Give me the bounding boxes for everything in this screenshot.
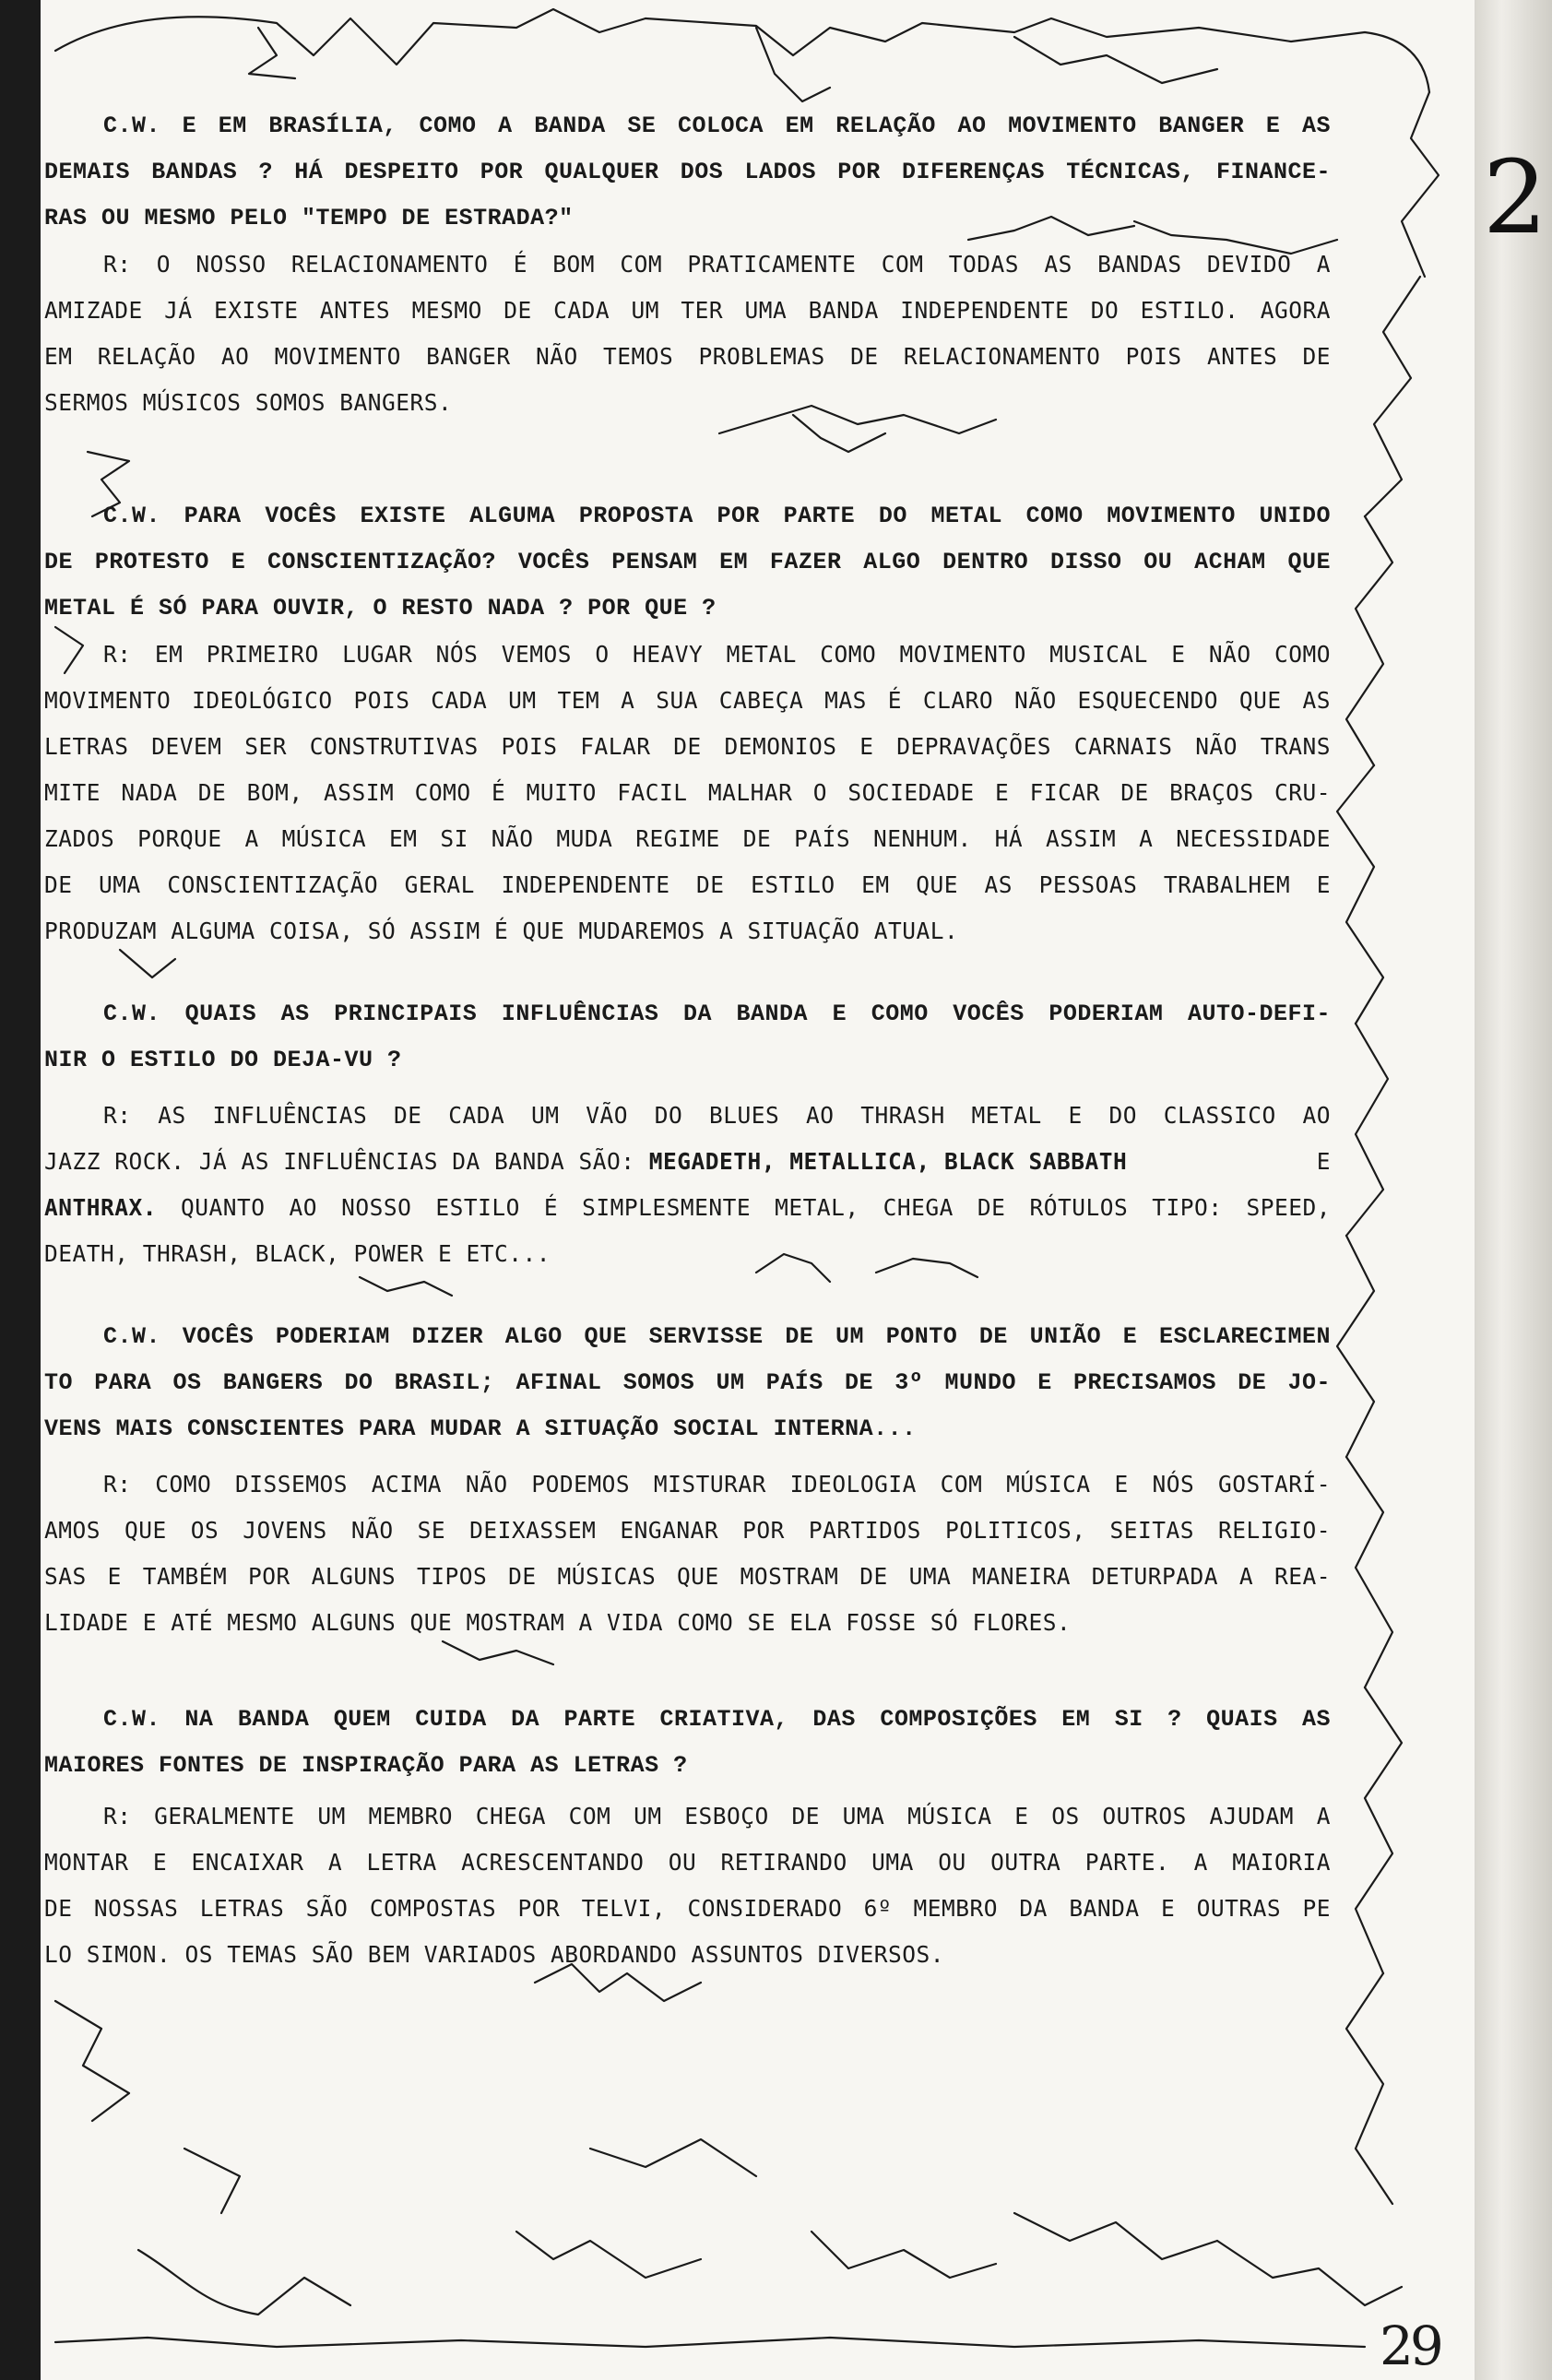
answer-line: PRODUZAM ALGUMA COISA, SÓ ASSIM É QUE MUDAREMOS A SITUAÇÃO ATUAL. bbox=[44, 918, 959, 944]
answer-text: QUANTO AO NOSSO ESTILO É SIMPLESMENTE METAL, CHEGA DE RÓTULOS TIPO: SPEED, bbox=[157, 1194, 1331, 1221]
question-line: METAL É SÓ PARA OUVIR, O RESTO NADA ? POR QUE ? bbox=[44, 595, 717, 622]
answer-line: R: COMO DISSEMOS ACIMA NÃO PODEMOS MISTURAR IDEOLOGIA COM MÚSICA E NÓS GOSTARÍ- bbox=[103, 1471, 1331, 1498]
adjacent-page-number-fragment: 2 bbox=[1483, 138, 1547, 256]
question-line: MAIORES FONTES DE INSPIRAÇÃO PARA AS LETRAS ? bbox=[44, 1752, 688, 1779]
answer-line: MOVIMENTO IDEOLÓGICO POIS CADA UM TEM A SUA CABEÇA MAS É CLARO NÃO ESQUECENDO QUE AS bbox=[44, 687, 1331, 714]
question-line: C.W. PARA VOCÊS EXISTE ALGUMA PROPOSTA POR PARTE DO METAL COMO MOVIMENTO UNIDO bbox=[103, 503, 1331, 529]
question-line: DE PROTESTO E CONSCIENTIZAÇÃO? VOCÊS PENSAM EM FAZER ALGO DENTRO DISSO OU ACHAM QUE bbox=[44, 549, 1331, 575]
answer-line: AMOS QUE OS JOVENS NÃO SE DEIXASSEM ENGANAR POR PARTIDOS POLITICOS, SEITAS RELIGIO- bbox=[44, 1517, 1331, 1544]
answer-line: ZADOS PORQUE A MÚSICA EM SI NÃO MUDA REGIME DE PAÍS NENHUM. HÁ ASSIM A NECESSIDADE bbox=[44, 825, 1331, 852]
answer-text: JAZZ ROCK. JÁ AS INFLUÊNCIAS DA BANDA SÃO: bbox=[44, 1148, 649, 1175]
answer-line-bands bbox=[44, 1139, 1331, 1185]
question-line: NIR O ESTILO DO DEJA-VU ? bbox=[44, 1047, 402, 1073]
answer-1 bbox=[44, 242, 1331, 426]
question-3 bbox=[44, 991, 1331, 1083]
answer-5 bbox=[44, 1794, 1331, 1978]
question-line: TO PARA OS BANGERS DO BRASIL; AFINAL SOMOS UM PAÍS DE 3º MUNDO E PRECISAMOS DE JO- bbox=[44, 1369, 1331, 1396]
answer-line-anthrax bbox=[44, 1185, 1331, 1231]
question-line: VENS MAIS CONSCIENTES PARA MUDAR A SITUAÇÃO SOCIAL INTERNA... bbox=[44, 1415, 917, 1442]
answer-line: AMIZADE JÁ EXISTE ANTES MESMO DE CADA UM TER UMA BANDA INDEPENDENTE DO ESTILO. AGORA bbox=[44, 297, 1331, 324]
answer-3 bbox=[44, 1093, 1331, 1277]
question-1 bbox=[44, 103, 1331, 242]
question-4 bbox=[44, 1314, 1331, 1452]
question-line: C.W. VOCÊS PODERIAM DIZER ALGO QUE SERVISSE DE UM PONTO DE UNIÃO E ESCLARECIMEN bbox=[103, 1323, 1331, 1350]
answer-line: LETRAS DEVEM SER CONSTRUTIVAS POIS FALAR DE DEMONIOS E DEPRAVAÇÕES CARNAIS NÃO TRANS bbox=[44, 733, 1331, 760]
answer-line: LO SIMON. OS TEMAS SÃO BEM VARIADOS ABORDANDO ASSUNTOS DIVERSOS. bbox=[44, 1941, 945, 1968]
answer-line: DE NOSSAS LETRAS SÃO COMPOSTAS POR TELVI, CONSIDERADO 6º MEMBRO DA BANDA E OUTRAS PE bbox=[44, 1895, 1331, 1922]
answer-line: DE UMA CONSCIENTIZAÇÃO GERAL INDEPENDENTE DE ESTILO EM QUE AS PESSOAS TRABALHEM E bbox=[44, 871, 1331, 898]
answer-line: SAS E TAMBÉM POR ALGUNS TIPOS DE MÚSICAS QUE MOSTRAM DE UMA MANEIRA DETURPADA A REA- bbox=[44, 1563, 1331, 1590]
question-line: C.W. E EM BRASÍLIA, COMO A BANDA SE COLOCA EM RELAÇÃO AO MOVIMENTO BANGER E AS bbox=[103, 112, 1331, 139]
question-2 bbox=[44, 493, 1331, 632]
page-number: 29 bbox=[1380, 2315, 1440, 2377]
answer-line: R: O NOSSO RELACIONAMENTO É BOM COM PRATICAMENTE COM TODAS AS BANDAS DEVIDO A bbox=[103, 251, 1331, 278]
answer-line: R: GERALMENTE UM MEMBRO CHEGA COM UM ESBOÇO DE UMA MÚSICA E OS OUTROS AJUDAM A bbox=[103, 1803, 1331, 1829]
question-line: C.W. QUAIS AS PRINCIPAIS INFLUÊNCIAS DA BANDA E COMO VOCÊS PODERIAM AUTO-DEFI- bbox=[103, 1001, 1331, 1027]
answer-line: R: EM PRIMEIRO LUGAR NÓS VEMOS O HEAVY METAL COMO MOVIMENTO MUSICAL E NÃO COMO bbox=[103, 641, 1331, 668]
question-line: C.W. NA BANDA QUEM CUIDA DA PARTE CRIATIVA, DAS COMPOSIÇÕES EM SI ? QUAIS AS bbox=[103, 1706, 1331, 1733]
answer-line: SERMOS MÚSICOS SOMOS BANGERS. bbox=[44, 389, 453, 416]
answer-text: E bbox=[1316, 1148, 1331, 1175]
answer-line: LIDADE E ATÉ MESMO ALGUNS QUE MOSTRAM A VIDA COMO SE ELA FOSSE SÓ FLORES. bbox=[44, 1609, 1072, 1636]
question-5 bbox=[44, 1697, 1331, 1789]
band-names: MEGADETH, METALLICA, BLACK SABBATH bbox=[648, 1148, 1128, 1175]
answer-line: R: AS INFLUÊNCIAS DE CADA UM VÃO DO BLUES AO THRASH METAL E DO CLASSICO AO bbox=[103, 1102, 1331, 1129]
answer-line: MITE NADA DE BOM, ASSIM COMO É MUITO FACIL MALHAR O SOCIEDADE E FICAR DE BRAÇOS CRU- bbox=[44, 779, 1331, 806]
answer-4 bbox=[44, 1462, 1331, 1646]
band-name-anthrax: ANTHRAX. bbox=[44, 1194, 158, 1221]
answer-line: EM RELAÇÃO AO MOVIMENTO BANGER NÃO TEMOS PROBLEMAS DE RELACIONAMENTO POIS ANTES DE bbox=[44, 343, 1331, 370]
answer-2 bbox=[44, 632, 1331, 954]
answer-line: DEATH, THRASH, BLACK, POWER E ETC... bbox=[44, 1240, 551, 1267]
adjacent-page-edge bbox=[1475, 0, 1552, 2380]
question-line: DEMAIS BANDAS ? HÁ DESPEITO POR QUALQUER DOS LADOS POR DIFERENÇAS TÉCNICAS, FINANCE- bbox=[44, 159, 1331, 185]
question-line: RAS OU MESMO PELO "TEMPO DE ESTRADA?" bbox=[44, 205, 574, 231]
answer-line: MONTAR E ENCAIXAR A LETRA ACRESCENTANDO OU RETIRANDO UMA OU OUTRA PARTE. A MAIORIA bbox=[44, 1849, 1331, 1876]
